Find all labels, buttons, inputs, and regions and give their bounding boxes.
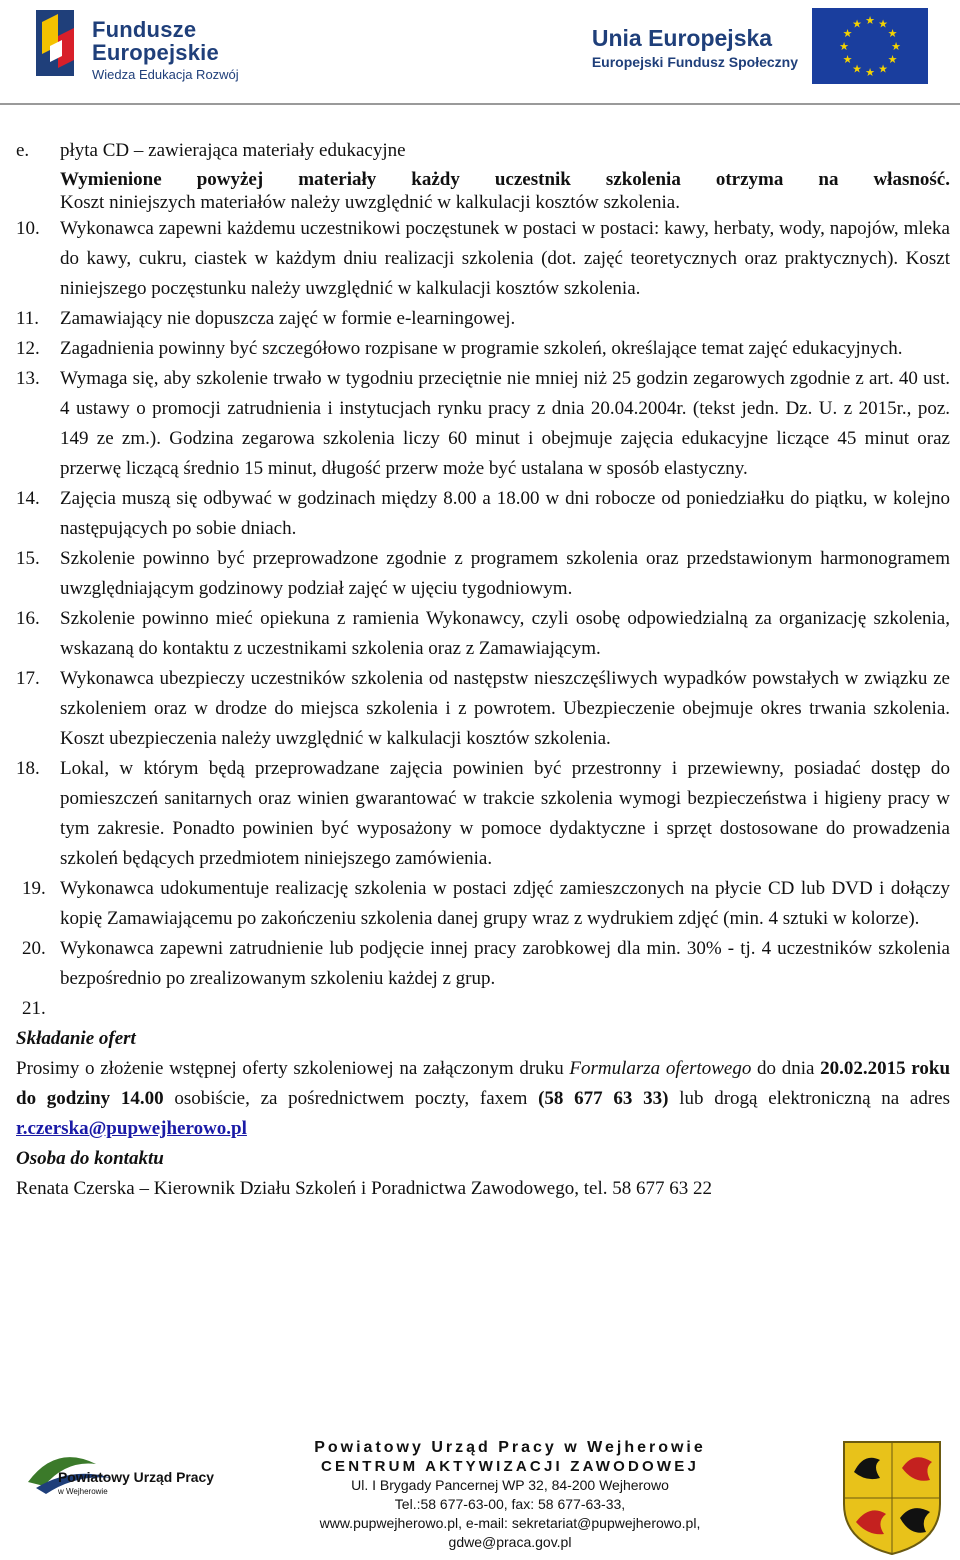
contact-text: Renata Czerska – Kierownik Działu Szkoleń i Poradnictwa Zawodowego, tel. 58 677 63 22	[16, 1178, 712, 1199]
footer-street: Ul. I Brygady Pancernej WP 32, 84-200 Wejherowo	[351, 1477, 669, 1493]
pup-logo-line2: w Wejherowie	[58, 1487, 108, 1496]
list-item-text: płyta CD – zawierająca materiały edukacyjne	[60, 140, 406, 161]
list-item-e	[16, 136, 950, 166]
offers-text-2: do dnia	[757, 1058, 815, 1079]
coat-of-arms-icon	[840, 1438, 944, 1556]
ue-line2: Europejski Fundusz Społeczny	[591, 54, 798, 70]
materials-ownership-note	[16, 166, 950, 194]
svg-text:★: ★	[887, 27, 898, 40]
list-item-12	[16, 334, 950, 364]
list-item-text: Wykonawca zapewni zatrudnienie lub podjęcie innej pracy zarobkowej dla min. 30% - tj. 4 uczestników szkolenia bezpośrednio po zrealizowanym szkoleniu każdej z grup.	[60, 938, 950, 989]
list-item-number: 13.	[16, 368, 40, 389]
list-item-10	[16, 214, 950, 304]
footer-web-email: www.pupwejherowo.pl, e-mail: sekretariat@pupwejherowo.pl,	[319, 1515, 701, 1531]
svg-text:★: ★	[852, 17, 862, 31]
offers-text-3: osobiście, za pośrednictwem poczty, faxem	[174, 1088, 528, 1109]
materials-bold-text: Wymienione powyżej materiały każdy uczestnik szkolenia otrzyma na własność.	[60, 169, 950, 190]
offers-heading: Składanie ofert	[16, 1028, 136, 1049]
list-item-text: Zamawiający nie dopuszcza zajęć w formie e-learningowej.	[60, 308, 516, 329]
footer-office-name: Powiatowy Urząd Pracy w Wejherowie	[314, 1439, 706, 1456]
list-item-number: 20.	[22, 938, 46, 959]
svg-text:★: ★	[878, 62, 888, 76]
list-item-17	[16, 664, 950, 754]
contact-heading: Osoba do kontaktu	[16, 1148, 164, 1169]
list-item-number: 19.	[22, 878, 46, 899]
svg-text:★: ★	[865, 66, 875, 79]
list-item-20	[16, 934, 950, 994]
svg-text:★: ★	[865, 14, 875, 27]
list-item-text: Lokal, w którym będą przeprowadzane zajęcia powinien być przestronny i przewiewny, posiadać dostęp do pomieszczeń sanitarnych oraz winien gwarantować w trakcie szkolenia wymogi bezpieczeństwa i higieny pracy w tym zakresie. Ponadto powinien być wyposażony w pomoce dydaktyczne i sprzęt dostosowane do prowadzenia szkoleń będących przedmiotem niniejszego zamówienia.	[60, 758, 950, 869]
list-item-text: Szkolenie powinno mieć opiekuna z ramienia Wykonawcy, czyli osobę odpowiedzialną za organizację szkolenia, wskazaną do kontaktu z uczestnikami szkolenia oraz z Zamawiającym.	[60, 608, 950, 659]
list-item-text: Zajęcia muszą się odbywać w godzinach między 8.00 a 18.00 w dni robocze od poniedziałku do piątku, w kolejno następujących po sobie dniach.	[60, 488, 950, 539]
ue-line1: Unia Europejska	[591, 25, 773, 51]
offers-text-4: lub drogą elektroniczną na adres	[679, 1088, 951, 1109]
footer-email-2: gdwe@praca.gov.pl	[448, 1534, 572, 1550]
fundusze-europejskie-text	[92, 18, 239, 85]
svg-text:★: ★	[887, 53, 898, 66]
list-item-19	[16, 874, 950, 934]
list-item-15	[16, 544, 950, 604]
list-item-number: 14.	[16, 488, 40, 509]
page-footer	[0, 1430, 960, 1560]
list-item-number: 21.	[22, 998, 46, 1019]
list-item-number: 11.	[16, 308, 40, 329]
list-item-number: 10.	[16, 218, 40, 239]
offers-form-name: Formularza ofertowego	[569, 1058, 752, 1079]
list-item-number: 16.	[16, 608, 40, 629]
offers-fax: (58 677 63 33)	[538, 1088, 669, 1109]
list-item-text: Szkolenie powinno być przeprowadzone zgodnie z programem szkolenia oraz przedstawionym harmonogramem uwzględniającym godzinowy podział zajęć w ujęciu tygodniowym.	[60, 548, 950, 599]
offers-date: 20.02.2015 roku	[820, 1058, 951, 1079]
header-divider	[0, 103, 960, 105]
fundusze-europejskie-logo-icon	[34, 6, 80, 84]
svg-text:★: ★	[842, 27, 853, 40]
fe-logo-line1: Fundusze	[92, 17, 197, 42]
fe-logo-line3: Wiedza Edukacja Rozwój	[92, 67, 239, 82]
svg-text:★: ★	[839, 40, 849, 53]
document-body	[16, 136, 950, 1204]
footer-phone: Tel.:58 677-63-00, fax: 58 677-63-33,	[394, 1496, 626, 1512]
list-item-11	[16, 304, 950, 334]
offers-email-link[interactable]: r.czerska@pupwejherowo.pl	[16, 1118, 247, 1139]
list-item-13	[16, 364, 950, 484]
svg-text:★: ★	[878, 17, 888, 31]
list-item-18	[16, 754, 950, 874]
svg-text:★: ★	[842, 53, 853, 66]
list-item-number: 12.	[16, 338, 40, 359]
list-item-text: Wykonawca zapewni każdemu uczestnikowi poczęstunek w postaci w postaci: kawy, herbaty, wody, napojów, mleka do kawy, cukru, ciastek w każdym dniu realizacji szkolenia (dot. zajęć teoretycznych oraz praktycznych). Koszt niniejszego poczęstunku należy uwzględnić w kalkulacji kosztów szkolenia.	[60, 218, 950, 299]
materials-cost-text: Koszt niniejszych materiałów należy uwzględnić w kalkulacji kosztów szkolenia.	[60, 192, 680, 213]
list-item-21	[16, 994, 950, 1024]
footer-center-name: CENTRUM AKTYWIZACJI ZAWODOWEJ	[320, 1458, 700, 1475]
svg-text:★: ★	[852, 62, 862, 76]
list-item-text: Wykonawca udokumentuje realizację szkolenia w postaci zdjęć zamieszczonych na płycie CD lub DVD i dołączy kopię Zamawiającemu po zakończeniu szkolenia danej grupy wraz z wydrukiem zdjęć (min. 4 sztuki w kolorze).	[60, 878, 950, 929]
eu-flag-icon	[812, 8, 928, 84]
list-item-text: Wykonawca ubezpieczy uczestników szkolenia od następstw nieszczęśliwych wypadków powstałych w związku ze szkoleniem oraz w drodze do miejsca szkolenia i z powrotem. Ubezpieczenie obejmuje okres trwania szkolenia. Koszt ubezpieczenia należy uwzględnić w kalkulacji kosztów szkolenia.	[60, 668, 950, 749]
page-header	[0, 0, 960, 106]
list-item-number: 15.	[16, 548, 40, 569]
unia-europejska-text	[592, 25, 798, 73]
list-item-number: e.	[16, 140, 30, 161]
offers-hour: do godziny 14.00	[16, 1088, 164, 1109]
list-item-text: Wymaga się, aby szkolenie trwało w tygodniu przeciętnie nie mniej niż 25 godzin zegarowych zgodnie z art. 40 ust. 4 ustawy o promocji zatrudnienia i instytucjach rynku pracy z dnia 20.04.2004r. (tekst jedn. Dz. U. z 2015r., poz. 149 ze zm.). Godzina zegarowa szkolenia liczy 60 minut i obejmuje zajęcia edukacyjne liczące 45 minut oraz przerwę liczącą średnio 15 minut, długość przerw może być ustalana w sposób elastyczny.	[60, 368, 950, 479]
list-item-number: 17.	[16, 668, 40, 689]
list-item-text: Zagadnienia powinny być szczegółowo rozpisane w programie szkoleń, określające temat zajęć edukacyjnych.	[60, 338, 903, 359]
pup-wejherowo-logo-icon	[26, 1442, 218, 1498]
offers-paragraph	[16, 1054, 950, 1144]
footer-address	[250, 1438, 770, 1552]
pup-logo-line1: Powiatowy Urząd Pracy	[58, 1469, 215, 1485]
offers-text-1: Prosimy o złożenie wstępnej oferty szkoleniowej na załączonym druku	[16, 1058, 564, 1079]
list-item-number: 18.	[16, 758, 40, 779]
fe-logo-line2: Europejskie	[92, 40, 219, 65]
svg-text:★: ★	[891, 40, 901, 53]
materials-cost-note	[16, 192, 950, 214]
list-item-14	[16, 484, 950, 544]
list-item-16	[16, 604, 950, 664]
